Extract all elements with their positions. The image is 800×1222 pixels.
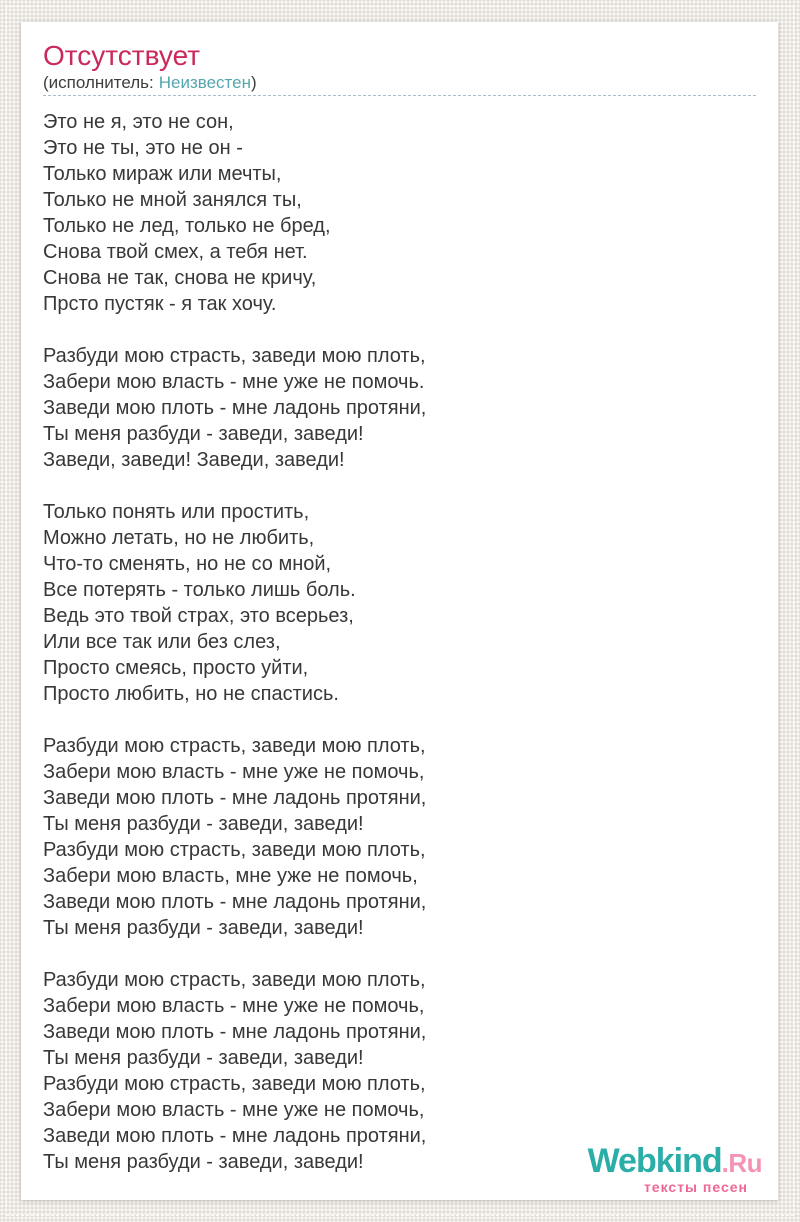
lyric-line: Или все так или без слез, bbox=[43, 631, 281, 653]
lyric-line: Снова твой смех, а тебя нет. bbox=[43, 241, 308, 263]
lyric-line: Просто смеясь, просто уйти, bbox=[43, 657, 309, 679]
logo-brand-suffix: .Ru bbox=[721, 1148, 762, 1178]
lyric-line: Ты меня разбуди - заведи, заведи! bbox=[43, 813, 364, 835]
lyric-line: Только не мной занялся ты, bbox=[43, 189, 302, 211]
lyric-line: Ведь это твой страх, это всерьез, bbox=[43, 605, 354, 627]
logo-tagline: тексты песен bbox=[643, 1179, 748, 1195]
lyric-line: Заведи, заведи! Заведи, заведи! bbox=[43, 449, 345, 471]
artist-link[interactable]: Неизвестен bbox=[158, 73, 251, 92]
lyric-line: Это не я, это не сон, bbox=[43, 111, 234, 133]
lyric-line: Разбуди мою страсть, заведи мою плоть, bbox=[43, 839, 426, 861]
lyric-line: Забери мою власть - мне уже не помочь, bbox=[43, 761, 425, 783]
artist-label-prefix: (исполнитель: bbox=[43, 73, 154, 92]
lyric-line: Только понять или простить, bbox=[43, 501, 310, 523]
lyric-line: Заведи мою плоть - мне ладонь протяни, bbox=[43, 891, 427, 913]
lyric-line: Что-то сменять, но не со мной, bbox=[43, 553, 332, 575]
artist-label-suffix: ) bbox=[251, 73, 257, 92]
lyrics bbox=[43, 109, 756, 1175]
lyric-line: Забери мою власть, мне уже не помочь, bbox=[43, 865, 418, 887]
lyric-line: Забери мою власть - мне уже не помочь, bbox=[43, 995, 425, 1017]
lyric-line: Забери мою власть - мне уже не помочь, bbox=[43, 1099, 425, 1121]
lyric-line: Заведи мою плоть - мне ладонь протяни, bbox=[43, 397, 427, 419]
lyric-line: Забери мою власть - мне уже не помочь. bbox=[43, 371, 425, 393]
lyric-line: Разбуди мою страсть, заведи мою плоть, bbox=[43, 735, 426, 757]
lyric-line: Разбуди мою страсть, заведи мою плоть, bbox=[43, 345, 426, 367]
stanza bbox=[43, 343, 756, 473]
webkind-wordmark bbox=[588, 1144, 762, 1178]
lyric-line: Просто любить, но не спастись. bbox=[43, 683, 339, 705]
lyric-line: Разбуди мою страсть, заведи мою плоть, bbox=[43, 969, 426, 991]
lyric-line: Разбуди мою страсть, заведи мою плоть, bbox=[43, 1073, 426, 1095]
stanza bbox=[43, 733, 756, 941]
lyrics-card bbox=[21, 22, 778, 1200]
lyric-line: Заведи мою плоть - мне ладонь протяни, bbox=[43, 1021, 427, 1043]
lyric-line: Ты меня разбуди - заведи, заведи! bbox=[43, 1151, 364, 1173]
lyric-line: Заведи мою плоть - мне ладонь протяни, bbox=[43, 1125, 427, 1147]
lyric-line: Ты меня разбуди - заведи, заведи! bbox=[43, 917, 364, 939]
webkind-logo[interactable] bbox=[588, 1144, 762, 1194]
lyric-line: Ты меня разбуди - заведи, заведи! bbox=[43, 423, 364, 445]
artist-row bbox=[43, 72, 756, 96]
lyric-line: Можно летать, но не любить, bbox=[43, 527, 315, 549]
lyric-line: Все потерять - только лишь боль. bbox=[43, 579, 356, 601]
stanza bbox=[43, 499, 756, 707]
logo-brand-primary: Webkind bbox=[587, 1142, 722, 1180]
lyric-line: Только мираж или мечты, bbox=[43, 163, 282, 185]
song-title: Отсутствует bbox=[43, 40, 201, 71]
lyric-line: Прсто пустяк - я так хочу. bbox=[43, 293, 277, 315]
lyric-line: Заведи мою плоть - мне ладонь протяни, bbox=[43, 787, 427, 809]
lyric-line: Это не ты, это не он - bbox=[43, 137, 243, 159]
stanza bbox=[43, 109, 756, 317]
lyric-line: Ты меня разбуди - заведи, заведи! bbox=[43, 1047, 364, 1069]
lyric-line: Снова не так, снова не кричу, bbox=[43, 267, 317, 289]
lyric-line: Только не лед, только не бред, bbox=[43, 215, 331, 237]
